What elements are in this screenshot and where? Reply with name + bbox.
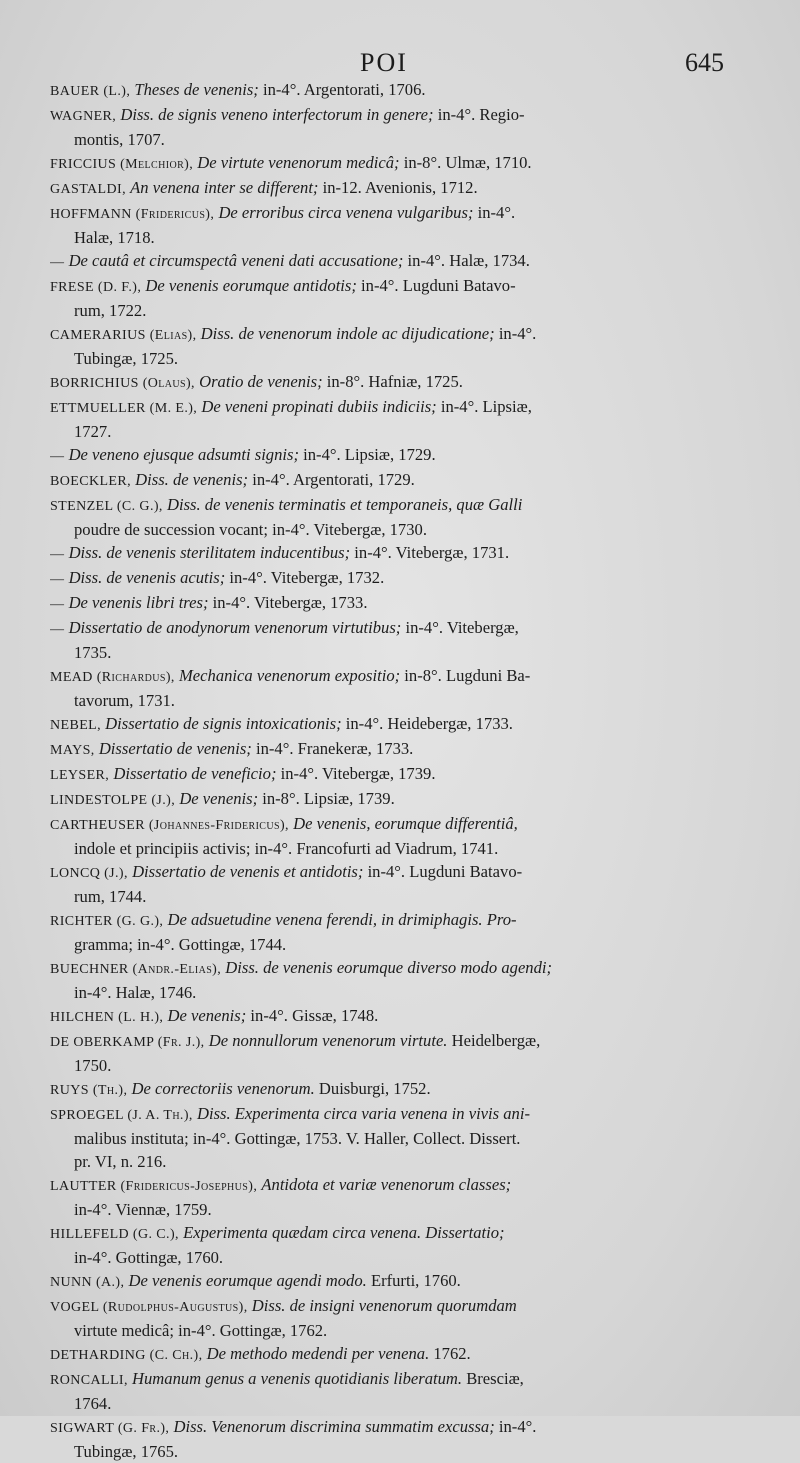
publication-info: in-4°. Lipsiæ, xyxy=(436,397,532,416)
publication-info: Duisburgi, 1752. xyxy=(314,1079,431,1098)
author-name: DETHARDING (C. Ch.), xyxy=(50,1348,203,1363)
bibliography-entry xyxy=(50,395,734,443)
author-name: MAYS, xyxy=(50,743,95,758)
author-name: HILCHEN (L. H.), xyxy=(50,1010,164,1025)
work-title: De veneni propinati dubiis indiciis; xyxy=(201,397,437,416)
entry-first-line xyxy=(50,176,734,201)
publication-info: in-8°. Lugduni Ba- xyxy=(400,666,531,685)
publication-info: Heidelbergæ, xyxy=(447,1031,541,1050)
work-title: Dissertatio de venenis et antidotis; xyxy=(132,862,364,881)
author-name: HILLEFELD (G. C.), xyxy=(50,1227,179,1242)
entry-continuation: pr. VI, n. 216. xyxy=(74,1152,167,1171)
author-name: LEYSER, xyxy=(50,768,110,783)
entry-continuation: malibus instituta; in-4°. Gottingæ, 1753. V. Haller, Collect. Dissert. xyxy=(74,1129,521,1148)
entry-continuation: indole et principiis activis; in-4°. Francofurti ad Viadrum, 1741. xyxy=(74,839,499,858)
work-title: De venenis eorumque antidotis; xyxy=(145,276,357,295)
entry-continuation: rum, 1744. xyxy=(74,887,147,906)
bibliography-entry xyxy=(50,762,734,787)
entry-first-line xyxy=(50,616,734,641)
entry-continuation: in-4°. Gottingæ, 1760. xyxy=(74,1248,224,1267)
work-title: An venena inter se different; xyxy=(130,178,319,197)
entry-first-line xyxy=(50,493,734,518)
bibliography-entry xyxy=(50,812,734,860)
entry-continuation: 1735. xyxy=(74,643,112,662)
bibliography-entry xyxy=(50,860,734,908)
bibliography-entry xyxy=(50,1415,734,1463)
entry-first-line xyxy=(50,151,734,176)
author-name: BORRICHIUS (Olaus), xyxy=(50,376,195,391)
bibliography-entry xyxy=(50,493,734,541)
work-title: Diss. de venenis acutis; xyxy=(68,568,226,587)
publication-info: Erfurti, 1760. xyxy=(366,1271,461,1290)
work-title: De methodo medendi per venena. xyxy=(206,1344,430,1363)
author-name: HOFFMANN (Fridericus), xyxy=(50,207,215,222)
bibliography-entry xyxy=(50,1367,734,1415)
author-name: LAUTTER (Fridericus-Josephus), xyxy=(50,1179,258,1194)
entry-continuation: in-4°. Viennæ, 1759. xyxy=(74,1200,212,1219)
entry-first-line xyxy=(50,249,734,274)
author-name: RUYS (Th.), xyxy=(50,1083,128,1098)
entry-first-line xyxy=(50,1102,734,1127)
entry-first-line xyxy=(50,1221,734,1246)
work-title: De adsuetudine venena ferendi, in drimiphagis. Pro- xyxy=(167,910,517,929)
author-name: — xyxy=(50,572,65,587)
bibliography-entry xyxy=(50,1269,734,1294)
page-number: 645 xyxy=(685,48,724,77)
entry-continuation: tavorum, 1731. xyxy=(74,691,175,710)
bibliography-entry xyxy=(50,201,734,249)
entry-first-line xyxy=(50,762,734,787)
entry-continuation: poudre de succession vocant; in-4°. Vitebergæ, 1730. xyxy=(74,520,427,539)
publication-info: in-4°. Vitebergæ, xyxy=(401,618,519,637)
publication-info: in-4°. Vitebergæ, 1739. xyxy=(276,764,436,783)
author-name: ETTMUELLER (M. E.), xyxy=(50,401,198,416)
entry-first-line xyxy=(50,664,734,689)
entry-first-line xyxy=(50,812,734,837)
author-name: SIGWART (G. Fr.), xyxy=(50,1421,170,1436)
publication-info: in-4°. Argentorati, 1706. xyxy=(258,80,426,99)
author-name: — xyxy=(50,449,65,464)
work-title: Dissertatio de venenis; xyxy=(98,739,252,758)
bibliography-entry xyxy=(50,787,734,812)
bibliography-list xyxy=(50,78,734,1463)
publication-info: in-4°. xyxy=(473,203,516,222)
bibliography-entry xyxy=(50,956,734,1004)
work-title: De venenis; xyxy=(179,789,259,808)
work-title: Oratio de venenis; xyxy=(199,372,323,391)
entry-first-line xyxy=(50,103,734,128)
publication-info: in-4°. Vitebergæ, 1733. xyxy=(208,593,368,612)
work-title: Diss. de venenis terminatis et temporaneis, quæ Galli xyxy=(166,495,523,514)
author-name: — xyxy=(50,597,65,612)
work-title: De erroribus circa venena vulgaribus; xyxy=(218,203,474,222)
entry-first-line xyxy=(50,1004,734,1029)
work-title: Diss. de insigni venenorum quorumdam xyxy=(251,1296,517,1315)
work-title: De correctoriis venenorum. xyxy=(131,1079,315,1098)
author-name: — xyxy=(50,547,65,562)
entry-first-line xyxy=(50,1029,734,1054)
entry-first-line xyxy=(50,1367,734,1392)
entry-first-line xyxy=(50,78,734,103)
bibliography-entry xyxy=(50,1150,734,1173)
bibliography-entry xyxy=(50,616,734,664)
publication-info: Bresciæ, xyxy=(462,1369,524,1388)
entry-first-line xyxy=(50,1415,734,1440)
author-name: DE OBERKAMP (Fr. J.), xyxy=(50,1035,205,1050)
work-title: Diss. de venenorum indole ac dijudicatione; xyxy=(200,324,495,343)
publication-info: in-4°. xyxy=(494,324,537,343)
entry-first-line xyxy=(50,1269,734,1294)
work-title: De venenis libri tres; xyxy=(68,593,209,612)
author-name: NUNN (A.), xyxy=(50,1275,125,1290)
entry-continuation: 1750. xyxy=(74,1056,112,1075)
bibliography-entry xyxy=(50,541,734,566)
bibliography-entry xyxy=(50,591,734,616)
publication-info: in-4°. Argentorati, 1729. xyxy=(248,470,415,489)
author-name: FRICCIUS (Melchior), xyxy=(50,157,194,172)
entry-continuation: gramma; in-4°. Gottingæ, 1744. xyxy=(74,935,287,954)
work-title: Diss. de signis veneno interfectorum in genere; xyxy=(120,105,434,124)
entry-continuation: Tubingæ, 1725. xyxy=(74,349,179,368)
entry-first-line xyxy=(50,787,734,812)
publication-info: in-4°. Franekeræ, 1733. xyxy=(251,739,414,758)
page-header xyxy=(0,48,800,82)
bibliography-entry xyxy=(50,1004,734,1029)
publication-info: in-4°. Heidebergæ, 1733. xyxy=(341,714,513,733)
publication-info: in-4°. xyxy=(494,1417,537,1436)
bibliography-entry xyxy=(50,1342,734,1367)
publication-info: 1762. xyxy=(429,1344,471,1363)
author-name: RONCALLI, xyxy=(50,1373,128,1388)
bibliography-entry xyxy=(50,1029,734,1077)
bibliography-entry xyxy=(50,103,734,151)
entry-first-line xyxy=(50,1294,734,1319)
publication-info: in-8°. Ulmæ, 1710. xyxy=(399,153,532,172)
author-name: LINDESTOLPE (J.), xyxy=(50,793,176,808)
entry-first-line xyxy=(50,1342,734,1367)
bibliography-entry xyxy=(50,151,734,176)
work-title: De cautâ et circumspectâ veneni dati accusatione; xyxy=(68,251,404,270)
publication-info: in-12. Avenionis, 1712. xyxy=(318,178,478,197)
work-title: De venenis; xyxy=(167,1006,247,1025)
bibliography-entry xyxy=(50,249,734,274)
work-title: Diss. de venenis; xyxy=(135,470,249,489)
entry-first-line xyxy=(50,201,734,226)
entry-first-line xyxy=(50,956,734,981)
publication-info: in-4°. Lipsiæ, 1729. xyxy=(299,445,436,464)
author-name: BOECKLER, xyxy=(50,474,131,489)
publication-info: in-4°. Lugduni Batavo- xyxy=(363,862,523,881)
entry-continuation: Halæ, 1718. xyxy=(74,228,155,247)
author-name: WAGNER, xyxy=(50,109,117,124)
entry-first-line xyxy=(50,322,734,347)
entry-first-line xyxy=(50,541,734,566)
publication-info: in-4°. Lugduni Batavo- xyxy=(356,276,516,295)
author-name: GASTALDI, xyxy=(50,182,126,197)
entry-first-line xyxy=(50,395,734,420)
author-name: — xyxy=(50,255,65,270)
entry-continuation: montis, 1707. xyxy=(74,130,165,149)
publication-info: in-8°. Hafniæ, 1725. xyxy=(322,372,463,391)
author-name: FRESE (D. F.), xyxy=(50,280,142,295)
work-title: Mechanica venenorum expositio; xyxy=(178,666,401,685)
bibliography-entry xyxy=(50,443,734,468)
author-name: VOGEL (Rudolphus-Augustus), xyxy=(50,1300,248,1315)
bibliography-entry xyxy=(50,566,734,591)
work-title: Diss. Experimenta circa varia venena in vivis ani- xyxy=(196,1104,530,1123)
bibliography-entry xyxy=(50,1294,734,1342)
work-title: Diss. Venenorum discrimina summatim excussa; xyxy=(173,1417,495,1436)
work-title: Dissertatio de anodynorum venenorum virtutibus; xyxy=(68,618,402,637)
author-name: BAUER (L.), xyxy=(50,84,131,99)
work-title: De nonnullorum venenorum virtute. xyxy=(208,1031,448,1050)
work-title: De venenis eorumque agendi modo. xyxy=(128,1271,367,1290)
work-title: Diss. de venenis sterilitatem inducentibus; xyxy=(68,543,351,562)
publication-info: in-4°. Gissæ, 1748. xyxy=(246,1006,379,1025)
bibliography-entry xyxy=(50,1102,734,1150)
work-title: De venenis, eorumque differentiâ, xyxy=(293,814,518,833)
bibliography-entry xyxy=(50,1221,734,1269)
entry-continuation: 1727. xyxy=(74,422,112,441)
entry-first-line xyxy=(50,1173,734,1198)
bibliography-entry xyxy=(50,322,734,370)
bibliography-entry xyxy=(50,1077,734,1102)
bibliography-entry xyxy=(50,468,734,493)
entry-first-line xyxy=(50,712,734,737)
work-title: Diss. de venenis eorumque diverso modo agendi; xyxy=(225,958,553,977)
entry-first-line xyxy=(50,274,734,299)
bibliography-entry xyxy=(50,908,734,956)
publication-info: in-4°. Vitebergæ, 1731. xyxy=(350,543,510,562)
work-title: Antidota et variæ venenorum classes; xyxy=(261,1175,512,1194)
author-name: SPROEGEL (J. A. Th.), xyxy=(50,1108,193,1123)
entry-continuation: virtute medicâ; in-4°. Gottingæ, 1762. xyxy=(74,1321,328,1340)
author-name: STENZEL (C. G.), xyxy=(50,499,163,514)
publication-info: in-8°. Lipsiæ, 1739. xyxy=(258,789,395,808)
bibliography-entry xyxy=(50,176,734,201)
bibliography-entry xyxy=(50,274,734,322)
bibliography-entry xyxy=(50,712,734,737)
entry-first-line xyxy=(50,1077,734,1102)
author-name: NEBEL, xyxy=(50,718,102,733)
entry-first-line xyxy=(50,443,734,468)
publication-info: in-4°. Vitebergæ, 1732. xyxy=(225,568,385,587)
entry-first-line xyxy=(50,566,734,591)
entry-continuation: 1764. xyxy=(74,1394,112,1413)
work-title: Dissertatio de veneficio; xyxy=(113,764,277,783)
author-name: MEAD (Richardus), xyxy=(50,670,175,685)
publication-info: in-4°. Halæ, 1734. xyxy=(403,251,530,270)
author-name: BUECHNER (Andr.-Elias), xyxy=(50,962,222,977)
entry-first-line xyxy=(50,370,734,395)
work-title: Experimenta quædam circa venena. Dissertatio; xyxy=(183,1223,505,1242)
entry-continuation: in-4°. Halæ, 1746. xyxy=(74,983,197,1002)
author-name: RICHTER (G. G.), xyxy=(50,914,164,929)
bibliography-entry xyxy=(50,664,734,712)
work-title: De virtute venenorum medicâ; xyxy=(197,153,400,172)
author-name: LONCQ (J.), xyxy=(50,866,128,881)
work-title: Humanum genus a venenis quotidianis liberatum. xyxy=(132,1369,463,1388)
author-name: — xyxy=(50,622,65,637)
entry-continuation: Tubingæ, 1765. xyxy=(74,1442,179,1461)
entry-first-line xyxy=(50,591,734,616)
entry-continuation: rum, 1722. xyxy=(74,301,147,320)
work-title: Dissertatio de signis intoxicationis; xyxy=(105,714,342,733)
entry-first-line xyxy=(50,908,734,933)
bibliography-entry xyxy=(50,78,734,103)
bibliography-entry xyxy=(50,737,734,762)
author-name: CAMERARIUS (Elias), xyxy=(50,328,197,343)
entry-first-line xyxy=(50,860,734,885)
running-title: POI xyxy=(360,48,408,77)
work-title: Theses de venenis; xyxy=(134,80,259,99)
entry-first-line xyxy=(50,737,734,762)
bibliography-entry xyxy=(50,1173,734,1221)
entry-first-line xyxy=(50,468,734,493)
bibliography-entry xyxy=(50,370,734,395)
work-title: De veneno ejusque adsumti signis; xyxy=(68,445,299,464)
author-name: CARTHEUSER (Johannes-Fridericus), xyxy=(50,818,289,833)
publication-info: in-4°. Regio- xyxy=(433,105,525,124)
